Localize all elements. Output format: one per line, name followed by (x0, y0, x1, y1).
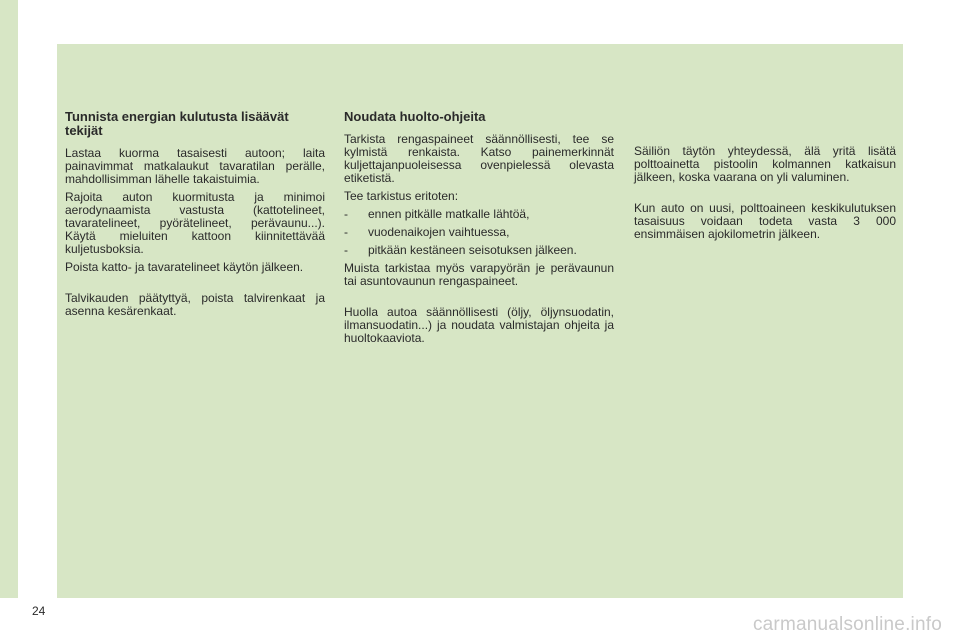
page-number: 24 (32, 604, 46, 618)
load-paragraph: Lastaa kuorma tasaisesti autoon; laita painavimmat matkalaukut tavaratilan perälle, mahdollisimman lähelle takaistuimia. (65, 146, 325, 186)
column-energy-consumption (65, 110, 325, 323)
check-list (344, 208, 614, 257)
list-item: - pitkään kestäneen seisotuksen jälkeen. (344, 244, 614, 257)
column-maintenance (344, 110, 614, 350)
roof-rack-paragraph: Poista katto- ja tavaratelineet käytön jälkeen. (65, 260, 304, 274)
watermark: carmanualsonline.info (752, 614, 942, 635)
list-item: - vuodenaikojen vaihtuessa, (344, 226, 614, 239)
refuel-paragraph: Säiliön täytön yhteydessä, älä yritä lisätä polttoainetta pistoolin kolmannen katkaisun jälkeen, koska vaarana on yli valuminen. (634, 144, 896, 184)
column-fuel (634, 145, 896, 246)
left-margin-strip (0, 0, 18, 598)
spare-wheel-paragraph: Muista tarkistaa myös varapyörän je perävaunun tai asuntovaunun rengaspaineet. (344, 261, 614, 288)
check-list-title: Tee tarkistus eritoten: (344, 189, 459, 203)
aerodynamics-paragraph: Rajoita auton kuormitusta ja minimoi aerodynaamista vastusta (kattotelineet, tavaratelineet, pyörätelineet, perävaunu...). Käytä mieluiten kattoon kiinnitettävää kuljetusboksia. (65, 190, 325, 256)
energy-heading: Tunnista energian kulutusta lisäävät tekijät (65, 109, 289, 138)
list-item: - ennen pitkälle matkalle lähtöä, (344, 208, 614, 221)
maintenance-heading: Noudata huolto-ohjeita (344, 109, 486, 124)
winter-tyres-paragraph: Talvikauden päätyttyä, poista talvirenkaat ja asenna kesärenkaat. (65, 291, 325, 318)
service-paragraph: Huolla autoa säännöllisesti (öljy, öljynsuodatin, ilmansuodatin...) ja noudata valmistajan ohjeita ja huoltokaaviota. (344, 305, 614, 345)
tyre-pressure-paragraph: Tarkista rengaspaineet säännöllisesti, tee se kylmistä renkaista. Katso painemerkinnät kuljettajanpuoleisessa ovenpielessä olevasta etiketistä. (344, 132, 614, 185)
new-car-consumption-paragraph: Kun auto on uusi, polttoaineen keskikulutuksen tasaisuus voidaan todeta vasta 3 000 ensimmäisen ajokilometrin jälkeen. (634, 201, 896, 241)
